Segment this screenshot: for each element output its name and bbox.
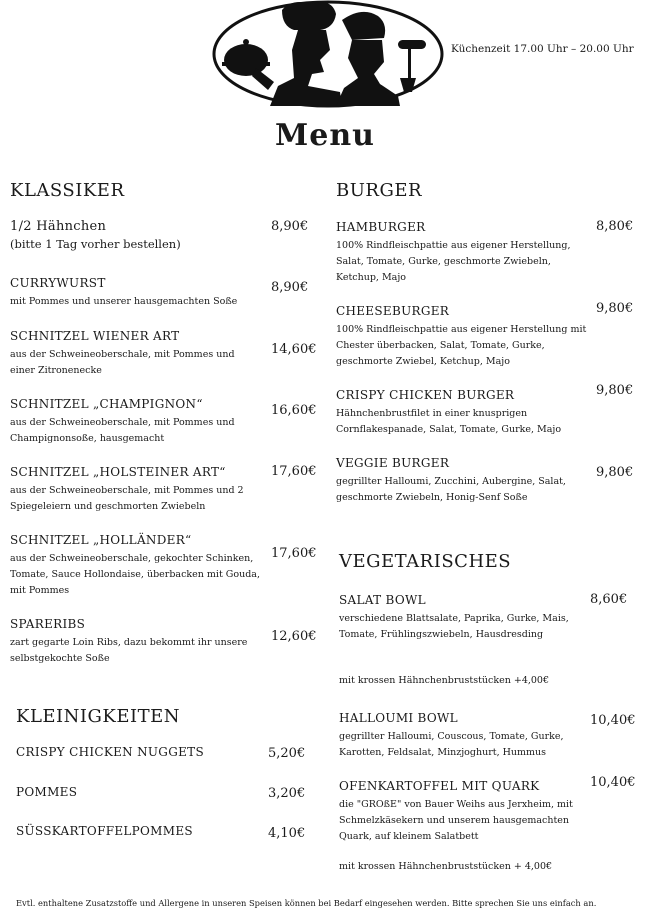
item-name: HALLOUMI BOWL xyxy=(339,711,458,725)
item-name: CHEESEBURGER xyxy=(336,304,450,318)
item-name: SCHNITZEL „HOLSTEINER ART“ xyxy=(10,465,226,479)
item-price: 4,10€ xyxy=(268,826,306,841)
item-price: 10,40€ xyxy=(590,775,636,790)
item-name: POMMES xyxy=(16,785,78,799)
menu-item xyxy=(10,219,260,252)
item-name: CURRYWURST xyxy=(10,276,106,290)
item-price: 5,20€ xyxy=(268,746,306,761)
item-name: 1/2 Hähnchen xyxy=(10,219,107,234)
item-price: 9,80€ xyxy=(596,301,634,316)
item-desc: gegrillter Halloumi, Zucchini, Aubergine, Salat, geschmorte Zwiebeln, Honig-Senf Soße xyxy=(336,476,566,503)
section-heading-kleinigkeiten: KLEINIGKEITEN xyxy=(16,706,180,727)
item-name: SALAT BOWL xyxy=(339,593,426,607)
item-desc: die "GROßE" von Bauer Weihs aus Jerxheim, mit Schmelzkäsekern und unserem hausgemachten Quark, auf kleinem Salatbett xyxy=(339,799,573,842)
item-price: 8,60€ xyxy=(590,592,628,607)
menu-item xyxy=(10,617,268,667)
section-heading-klassiker: KLASSIKER xyxy=(10,180,125,201)
item-desc: aus der Schweineoberschale, mit Pommes und 2 Spiegeleiern und geschmorten Zwiebeln xyxy=(10,485,244,512)
item-desc: aus der Schweineoberschale, mit Pommes und Champignonsoße, hausgemacht xyxy=(10,417,235,444)
item-desc: (bitte 1 Tag vorher bestellen) xyxy=(10,237,181,251)
menu-item xyxy=(10,397,255,447)
menu-item xyxy=(10,329,255,379)
section-heading-vegetarisches: VEGETARISCHES xyxy=(339,551,512,572)
item-name: CRISPY CHICKEN BURGER xyxy=(336,388,515,402)
item-name: CRISPY CHICKEN NUGGETS xyxy=(16,745,204,759)
menu-item xyxy=(339,593,574,643)
item-price: 17,60€ xyxy=(271,546,317,561)
menu-item xyxy=(10,533,272,599)
item-price: 12,60€ xyxy=(271,629,317,644)
item-desc: 100% Rindfleischpattie aus eigener Herstellung mit Chester überbacken, Salat, Tomate, Gurke, geschmorte Zwiebel, Ketchup, Majo xyxy=(336,324,587,367)
page-title: Menu xyxy=(275,118,375,153)
item-name: HAMBURGER xyxy=(336,220,426,234)
item-desc: zart gegarte Loin Ribs, dazu bekommt ihr unsere selbstgekochte Soße xyxy=(10,637,248,664)
menu-item xyxy=(10,276,265,310)
item-desc: Hähnchenbrustfilet in einer knusprigen Cornflakespanade, Salat, Tomate, Gurke, Majo xyxy=(336,408,562,435)
menu-item xyxy=(336,456,598,506)
item-price: 8,80€ xyxy=(596,219,634,234)
menu-item xyxy=(339,711,584,761)
item-price: 10,40€ xyxy=(590,713,636,728)
menu-item xyxy=(336,388,586,438)
item-desc: aus der Schweineoberschale, mit Pommes und einer Zitronenecke xyxy=(10,349,235,376)
item-desc: aus der Schweineoberschale, gekochter Schinken, Tomate, Sauce Hollondaise, überbacken mit Gouda, mit Pommes xyxy=(10,553,260,596)
item-name: OFENKARTOFFEL MIT QUARK xyxy=(339,779,540,793)
item-price: 14,60€ xyxy=(271,342,317,357)
item-desc: gegrillter Halloumi, Couscous, Tomate, Gurke, Karotten, Feldsalat, Minzjoghurt, Hummus xyxy=(339,731,564,758)
section-heading-burger: BURGER xyxy=(336,180,423,201)
item-name: SCHNITZEL „HOLLÄNDER“ xyxy=(10,533,192,547)
item-extra: mit krossen Hähnchenbruststücken +4,00€ xyxy=(339,675,550,686)
item-desc: verschiedene Blattsalate, Paprika, Gurke, Mais, Tomate, Frühlingszwiebeln, Hausdresding xyxy=(339,613,569,640)
kitchen-hours: Küchenzeit 17.00 Uhr – 20.00 Uhr xyxy=(451,43,634,55)
item-desc: mit Pommes und unserer hausgemachten Soße xyxy=(10,296,238,307)
item-price: 16,60€ xyxy=(271,403,317,418)
item-name: VEGGIE BURGER xyxy=(336,456,450,470)
menu-item xyxy=(336,304,594,370)
item-price: 8,90€ xyxy=(271,280,309,295)
item-name: SCHNITZEL „CHAMPIGNON“ xyxy=(10,397,203,411)
menu-item xyxy=(336,220,594,286)
allergen-note: Evtl. enthaltene Zusatzstoffe und Allergene in unseren Speisen können bei Bedarf eingesehen werden. Bitte sprechen Sie uns einfach an. xyxy=(16,898,597,908)
item-price: 9,80€ xyxy=(596,465,634,480)
item-price: 8,90€ xyxy=(271,219,309,234)
item-desc: 100% Rindfleischpattie aus eigener Herstellung, Salat, Tomate, Gurke, geschmorte Zwiebeln, Ketchup, Majo xyxy=(336,240,571,283)
item-name: SÜSSKARTOFFELPOMMES xyxy=(16,824,193,838)
restaurant-logo xyxy=(212,0,444,108)
item-price: 9,80€ xyxy=(596,383,634,398)
item-name: SPARERIBS xyxy=(10,617,86,631)
menu-item xyxy=(339,779,589,845)
item-price: 17,60€ xyxy=(271,464,317,479)
menu-item xyxy=(10,465,255,515)
item-name: SCHNITZEL WIENER ART xyxy=(10,329,180,343)
item-extra: mit krossen Hähnchenbruststücken + 4,00€ xyxy=(339,861,553,872)
item-price: 3,20€ xyxy=(268,786,306,801)
